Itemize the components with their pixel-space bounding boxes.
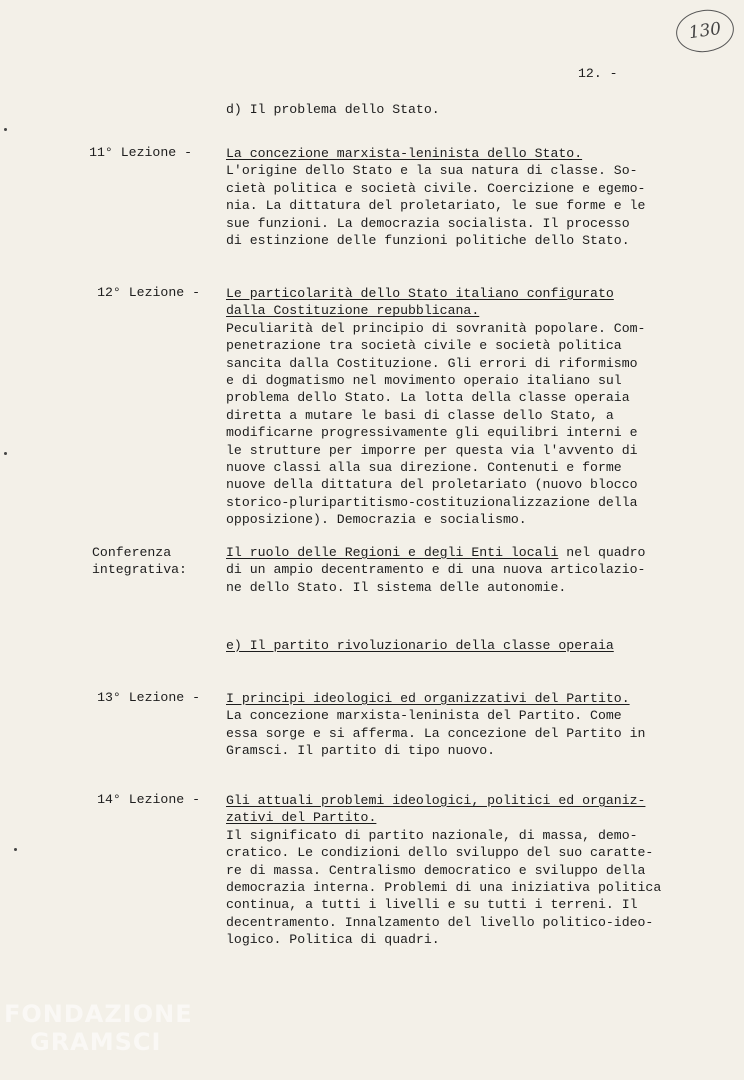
lesson-body-line: opposizione). Democrazia e socialismo. — [226, 512, 527, 528]
archive-watermark: FONDAZIONE GRAMSCI — [4, 1000, 193, 1056]
lesson-body-line: nuove classi alla sua direzione. Contenuti e forme — [226, 459, 622, 475]
page-number: 12. - — [578, 66, 618, 81]
lesson-body-line: penetrazione tra società civile e società politica — [226, 338, 622, 354]
lesson-title-line: dalla Costituzione repubblicana. — [226, 303, 480, 319]
lesson-body-line: cratico. Le condizioni dello sviluppo del suo caratte- — [226, 845, 654, 861]
lesson-label-12: 12° Lezione - — [97, 285, 200, 300]
conference-label: Conferenza integrativa: — [92, 545, 187, 578]
lesson-body-line: decentramento. Innalzamento del livello politico-ideo- — [226, 914, 654, 930]
lesson-title-line: Gli attuali problemi ideologici, politici ed organiz- — [226, 793, 646, 808]
lesson-14-content — [226, 792, 706, 949]
lesson-body-line: diretta a mutare le basi di classe dello Stato, a — [226, 407, 614, 423]
lesson-body-line: le strutture per imporre per questa via l'avvento di — [226, 442, 638, 458]
lesson-body-line: nia. La dittatura del proletariato, le sue forme e le — [226, 198, 646, 214]
lesson-body-line: re di massa. Centralismo democratico e sviluppo della — [226, 862, 646, 878]
lesson-11-content — [226, 145, 706, 249]
lesson-body-line: di un ampio decentramento e di una nuova articolazio- — [226, 562, 646, 578]
lesson-body-line: essa sorge e si afferma. La concezione del Partito in — [226, 725, 646, 741]
conference-content: Il ruolo delle Regioni e degli Enti locali nel quadro di un ampio decentramento e di una nuova articolazio- ne dello Stato. Il sistema delle autonomie. — [226, 544, 706, 596]
lesson-body-line: cietà politica e società civile. Coercizione e egemo- — [226, 180, 646, 196]
lesson-body-line: La concezione marxista-leninista del Partito. Come — [226, 708, 622, 724]
lesson-body-line: nuove della dittatura del proletariato (nuovo blocco — [226, 477, 638, 493]
lesson-body-line: problema dello Stato. La lotta della classe operaia — [226, 390, 630, 406]
conference-title: Il ruolo delle Regioni e degli Enti locali — [226, 545, 559, 560]
lesson-title-line: Le particolarità dello Stato italiano configurato — [226, 286, 614, 301]
lesson-body-line: continua, a tutti i livelli e su tutti i terreni. Il — [226, 897, 638, 913]
lesson-title-line: La concezione marxista-leninista dello Stato. — [226, 146, 583, 161]
section-heading-d: d) Il problema dello Stato. — [226, 102, 440, 117]
lesson-body-line: sancita dalla Costituzione. Gli errori di riformismo — [226, 355, 638, 371]
lesson-12-content — [226, 285, 706, 528]
archive-stamp: 130 — [673, 6, 736, 56]
lesson-body-line: e di dogmatismo nel movimento operaio italiano sul — [226, 372, 622, 388]
lesson-body-line: Il significato di partito nazionale, di massa, demo- — [226, 827, 638, 843]
margin-mark — [4, 452, 7, 455]
lesson-label-14: 14° Lezione - — [97, 792, 200, 807]
lesson-13-content — [226, 690, 706, 760]
lesson-title-line: zativi del Partito. — [226, 810, 377, 826]
section-heading-e: e) Il partito rivoluzionario della classe operaia — [226, 638, 614, 653]
lesson-body-line: democrazia interna. Problemi di una iniziativa politica — [226, 879, 662, 895]
lesson-body-line: storico-pluripartitismo-costituzionalizzazione della — [226, 494, 638, 510]
lesson-body-line: ne dello Stato. Il sistema delle autonomie. — [226, 579, 567, 595]
lesson-label-11: 11° Lezione - — [89, 145, 192, 160]
lesson-title-line: I principi ideologici ed organizzativi del Partito. — [226, 691, 630, 706]
lesson-body-line: Peculiarità del principio di sovranità popolare. Com- — [226, 320, 646, 336]
margin-mark — [14, 848, 17, 851]
lesson-body-line: logico. Politica di quadri. — [226, 932, 440, 948]
lesson-body-line: modificarne progressivamente gli equilibri interni e — [226, 425, 638, 441]
lesson-body-line: sue funzioni. La democrazia socialista. Il processo — [226, 215, 630, 231]
lesson-body-line: Gramsci. Il partito di tipo nuovo. — [226, 743, 496, 759]
lesson-body-line: di estinzione delle funzioni politiche dello Stato. — [226, 232, 630, 248]
margin-mark — [4, 128, 7, 131]
lesson-body-line: L'origine dello Stato e la sua natura di classe. So- — [226, 163, 638, 179]
lesson-label-13: 13° Lezione - — [97, 690, 200, 705]
